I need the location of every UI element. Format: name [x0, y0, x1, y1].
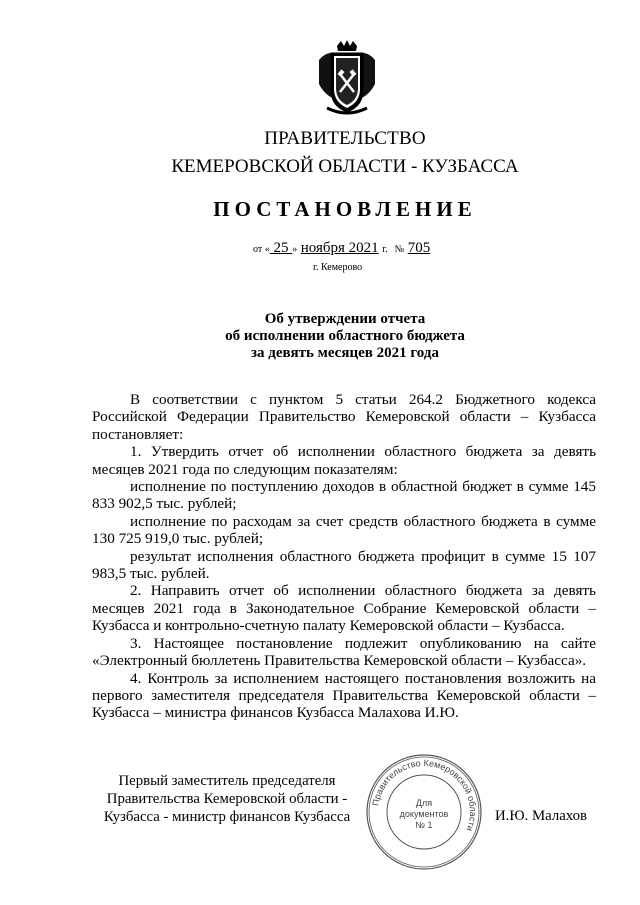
title-line2: об исполнении областного бюджета: [225, 328, 465, 344]
paragraph-preamble: В соответствии с пунктом 5 статьи 264.2 Бюджетного кодекса Российской Федерации Правительство Кемеровской области – Кузбасса постановляет:: [92, 391, 596, 443]
paragraph-revenue: исполнение по поступлению доходов в областной бюджет в сумме 145 833 902,5 тыс. рублей;: [92, 478, 596, 513]
close-quote: »: [292, 244, 298, 255]
city-label: г. Кемерово: [313, 262, 363, 273]
official-stamp: [364, 752, 484, 872]
paragraph-expenses: исполнение по расходам за счет средств областного бюджета в сумме 130 725 919,0 тыс. рублей;: [92, 512, 596, 548]
signatory-position-line2: Правительства Кемеровской области -: [106, 791, 348, 807]
document-date-number: [253, 240, 430, 257]
government-name-line2: КЕМЕРОВСКОЙ ОБЛАСТИ - КУЗБАССА: [171, 156, 519, 177]
coat-of-arms-emblem: [315, 40, 379, 116]
paragraph-item-4: 4. Контроль за исполнением настоящего постановления возложить на первого заместителя председателя Правительства Кемеровской области – Кузбасса – министра финансов Кузбасса Малахова И.Ю.: [92, 669, 596, 722]
paragraph-item-2: 2. Направить отчет об исполнении областного бюджета за девять месяцев 2021 года в Законодательное Собрание Кемеровской области – Кузбасса и контрольно-счетную палату Кемеровской области – Кузбасса.: [92, 582, 596, 635]
signatory-name: И.Ю. Малахов: [495, 808, 588, 824]
stamp-ring-text: Правительство Кемеровской области: [370, 757, 479, 833]
date-month-year: ноября 2021: [300, 240, 379, 256]
signatory-position-line1: Первый заместитель председателя: [118, 773, 336, 789]
paragraph-item-1: 1. Утвердить отчет об исполнении областного бюджета за девять месяцев 2021 года по следующим показателям:: [92, 443, 596, 478]
paragraph-item-3: 3. Настоящее постановление подлежит опубликованию на сайте «Электронный бюллетень Правительства Кемеровской области – Кузбасса».: [92, 634, 596, 670]
signatory-position: [96, 772, 358, 826]
stamp-center-line1: Для: [415, 798, 433, 808]
from-label: от «: [253, 244, 270, 255]
stamp-center-line2: документов: [399, 809, 449, 819]
title-line3: за девять месяцев 2021 года: [251, 345, 439, 361]
date-day: 25: [273, 240, 289, 256]
year-suffix: г.: [382, 244, 388, 255]
title-line1: Об утверждении отчета: [264, 311, 426, 327]
document-body: [92, 391, 596, 722]
government-name-line1: ПРАВИТЕЛЬСТВО: [264, 128, 426, 149]
document-number: 705: [407, 240, 431, 256]
paragraph-surplus: результат исполнения областного бюджета профицит в сумме 15 107 983,5 тыс. рублей.: [92, 547, 596, 583]
document-type-heading: ПОСТАНОВЛЕНИЕ: [213, 197, 477, 221]
number-label: №: [394, 244, 405, 255]
signatory-position-line3: Кузбасса - министр финансов Кузбасса: [103, 809, 351, 825]
stamp-center-line3: № 1: [415, 820, 433, 830]
